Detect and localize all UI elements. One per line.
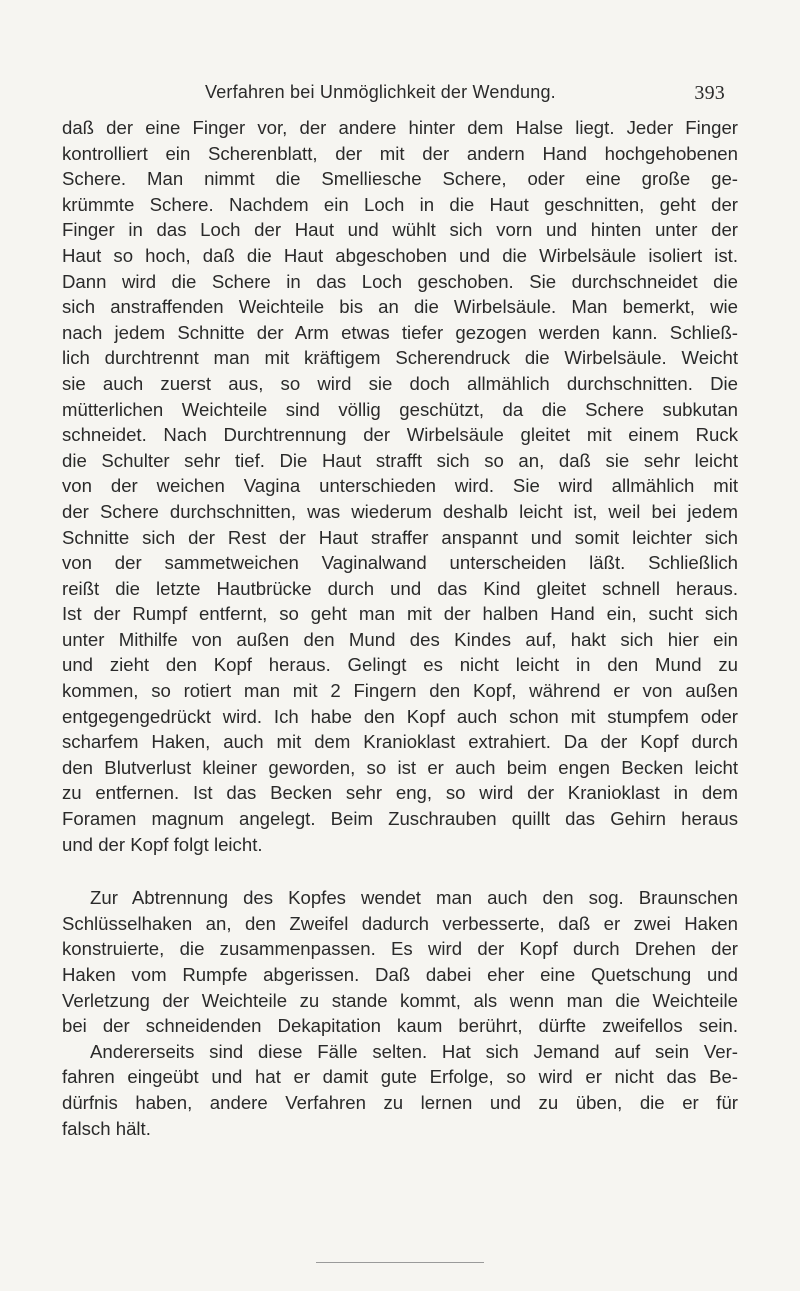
text-line: entgegengedrückt wird. Ich habe den Kopf auch schon mit stumpfem oder <box>62 705 738 727</box>
text-line: Finger in das Loch der Haut und wühlt sich vorn und hinten unter der <box>62 219 738 241</box>
text-line: und zieht den Kopf heraus. Gelingt es nicht leicht in den Mund zu <box>62 654 738 676</box>
text-line: konstruierte, die zusammenpassen. Es wird der Kopf durch Drehen der <box>62 938 738 960</box>
text-line: der Schere durchschnitten, was wiederum deshalb leicht ist, weil bei jedem <box>62 500 738 522</box>
text-line: schneidet. Nach Durchtrennung der Wirbelsäule gleitet mit einem Ruck <box>62 424 738 446</box>
page-number: 393 <box>694 82 725 104</box>
text-line: Schlüsselhaken an, den Zweifel dadurch verbesserte, daß er zwei Haken <box>62 912 738 934</box>
paragraph-gap <box>62 857 738 885</box>
text-line: sich anstraffenden Weichteile bis an die Wirbelsäule. Man bemerkt, wie <box>62 296 738 318</box>
text-line: die Schulter sehr tief. Die Haut strafft sich so an, daß sie sehr leicht <box>62 449 738 471</box>
text-line: von der sammetweichen Vaginalwand unterscheiden läßt. Schließlich <box>62 552 738 574</box>
text-line: nach jedem Schnitte der Arm etwas tiefer gezogen werden kann. Schließ- <box>62 321 738 343</box>
body-text <box>62 115 738 1141</box>
paragraph <box>62 885 738 1141</box>
text-line: Haken vom Rumpfe abgerissen. Daß dabei eher eine Quetschung und <box>62 964 738 985</box>
running-header-title: Verfahren bei Unmöglichkeit der Wendung. <box>205 82 556 102</box>
text-line: kommen, so rotiert man mit 2 Fingern den Kopf, während er von außen <box>62 680 738 702</box>
text-line: mütterlichen Weichteile sind völlig geschützt, da die Schere subkutan <box>62 398 738 420</box>
text-line: falsch hält. <box>62 1117 151 1139</box>
text-line: fahren eingeübt und hat er damit gute Erfolge, so wird er nicht das Be- <box>62 1066 738 1088</box>
text-line: Foramen magnum angelegt. Beim Zuschrauben quillt das Gehirn heraus <box>62 808 738 830</box>
text-line: zu entfernen. Ist das Becken sehr eng, so wird der Kranioklast in dem <box>62 782 738 804</box>
text-line: lich durchtrennt man mit kräftigem Scherendruck die Wirbelsäule. Weicht <box>62 347 738 369</box>
end-rule <box>316 1262 484 1263</box>
text-line: kontrolliert ein Scherenblatt, der mit der andern Hand hochgehobenen <box>62 142 738 164</box>
text-line: dürfnis haben, andere Verfahren zu lernen und zu üben, die er für <box>62 1091 738 1113</box>
text-line: unter Mithilfe von außen den Mund des Kindes auf, hakt sich hier ein <box>62 628 738 650</box>
text-line: krümmte Schere. Nachdem ein Loch in die Haut geschnitten, geht der <box>62 193 738 215</box>
text-line: daß der eine Finger vor, der andere hinter dem Halse liegt. Jeder Finger <box>62 117 738 138</box>
text-line: Dann wird die Schere in das Loch geschoben. Sie durchschneidet die <box>62 270 738 292</box>
paragraph <box>62 115 738 857</box>
text-line: und der Kopf folgt leicht. <box>62 833 263 855</box>
text-line: Haut so hoch, daß die Haut abgeschoben und die Wirbelsäule isoliert ist. <box>62 244 738 266</box>
text-line: Andererseits sind diese Fälle selten. Hat sich Jemand auf sein Ver- <box>90 1040 738 1062</box>
text-line: Ist der Rumpf entfernt, so geht man mit der halben Hand ein, sucht sich <box>62 603 738 625</box>
text-line: sie auch zuerst aus, so wird sie doch allmählich durchschnitten. Die <box>62 372 738 394</box>
text-line: Schere. Man nimmt die Smelliesche Schere, oder eine große ge- <box>62 168 738 190</box>
text-line: von der weichen Vagina unterschieden wird. Sie wird allmählich mit <box>62 475 738 497</box>
text-line: Zur Abtrennung des Kopfes wendet man auch den sog. Braunschen <box>90 887 738 909</box>
text-line: Schnitte sich der Rest der Haut straffer anspannt und somit leichter sich <box>62 526 738 548</box>
text-line: scharfem Haken, auch mit dem Kranioklast extrahiert. Da der Kopf durch <box>62 731 738 753</box>
text-line: bei der schneidenden Dekapitation kaum berührt, dürfte zweifellos sein. <box>62 1015 738 1037</box>
text-line: den Blutverlust kleiner geworden, so ist er auch beim engen Becken leicht <box>62 756 738 778</box>
text-line: reißt die letzte Hautbrücke durch und das Kind gleitet schnell heraus. <box>62 577 738 599</box>
text-line: Verletzung der Weichteile zu stande kommt, als wenn man die Weichteile <box>62 989 738 1011</box>
